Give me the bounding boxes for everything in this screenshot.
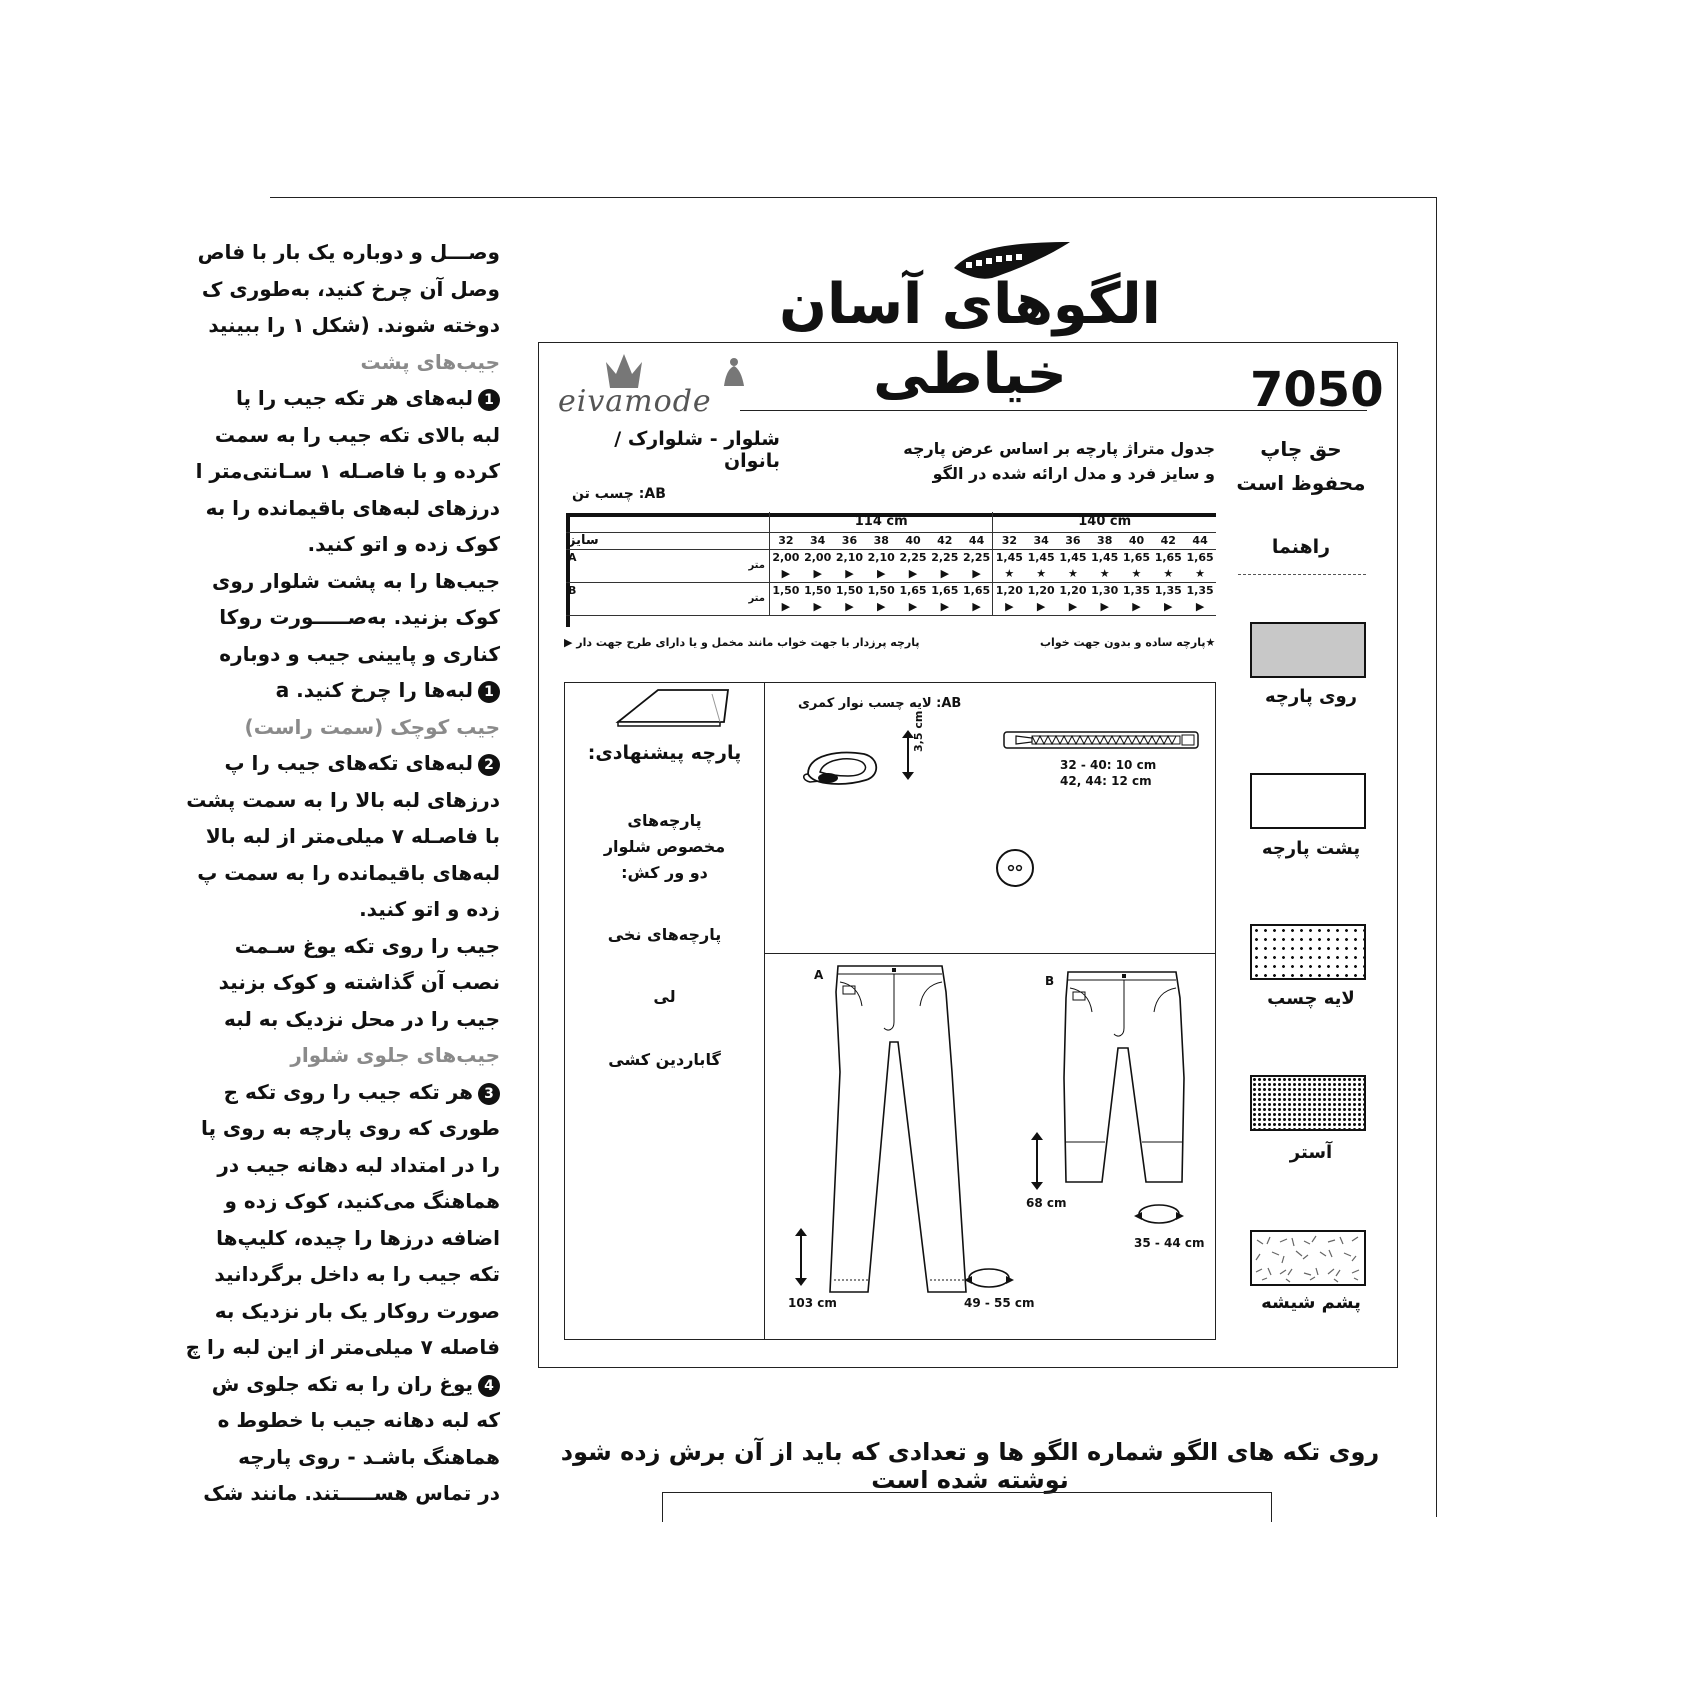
instruction-line bbox=[218, 1408, 500, 1432]
width-140-header: 140 cm bbox=[993, 512, 1216, 532]
mark-cell: ▶ bbox=[813, 567, 822, 580]
instruction-line bbox=[206, 496, 500, 520]
size-cell: 38 bbox=[865, 532, 897, 549]
size-cell: 42 bbox=[1152, 532, 1184, 549]
instruction-text: جیب‌های پشت bbox=[360, 349, 500, 374]
view-b-hem: 35 - 44 cm bbox=[1134, 1236, 1205, 1250]
instruction-text: جیب‌های جلوی شلوار bbox=[290, 1043, 500, 1067]
instruction-text: زده و اتو کنید. bbox=[359, 897, 500, 921]
view-a-length: 103 cm bbox=[788, 1296, 837, 1310]
instruction-text: جیب کوچک (سمت راست) bbox=[244, 714, 500, 739]
instruction-line bbox=[212, 569, 500, 593]
fabric-group-line2: مخصوص شلوار bbox=[603, 837, 726, 856]
instruction-text: جیب‌ها را به پشت شلوار روی bbox=[212, 568, 500, 593]
instruction-line bbox=[224, 751, 500, 776]
instruction-text: دوخته شوند. (شکل ۱ را ببینید bbox=[208, 313, 500, 337]
table-cell: 1,50 bbox=[772, 584, 800, 597]
instruction-text: کرده و با فاصـله ۱ سـانتی‌متر ا bbox=[195, 459, 500, 483]
instruction-heading bbox=[290, 1043, 500, 1067]
mark-cell: ▶ bbox=[781, 567, 791, 580]
instruction-line bbox=[186, 788, 500, 812]
swatch-label-right-side: روی پارچه bbox=[1264, 686, 1358, 707]
swatch-label-wrong-side: پشت پارچه bbox=[1261, 838, 1361, 859]
instruction-text: طوری که روی پارچه به روی پا bbox=[200, 1116, 500, 1140]
yardage-title bbox=[880, 436, 1215, 486]
instruction-text: لبه بالای تکه جیب را به سمت bbox=[214, 422, 500, 447]
mark-cell: ▶ bbox=[813, 600, 822, 613]
mark-cell: ★ bbox=[993, 566, 1025, 583]
instruction-text: درزهای لبه بالا را به سمت پشت bbox=[186, 787, 500, 812]
mark-cell: ★ bbox=[1131, 567, 1142, 580]
instruction-line bbox=[236, 386, 500, 411]
swatch-wrong-side bbox=[1250, 773, 1366, 829]
outer-frame-top bbox=[270, 197, 1437, 198]
instruction-line bbox=[307, 532, 500, 556]
table-cell: 1,65 bbox=[1154, 551, 1182, 564]
zipper-length-line1: 32 - 40: 10 cm bbox=[1060, 758, 1157, 772]
instruction-line bbox=[215, 423, 500, 447]
instruction-text: اضافه درزها را چیده، کلیپ‌ها bbox=[216, 1225, 500, 1250]
button-icon bbox=[995, 848, 1035, 888]
mark-cell: ▶ bbox=[993, 599, 1025, 616]
swatch-lining bbox=[1250, 1075, 1366, 1131]
width-114-header: 114 cm bbox=[770, 512, 993, 532]
unit-label: متر bbox=[744, 549, 769, 582]
instruction-text: تکه جیب را به داخل برگردانید bbox=[214, 1262, 500, 1286]
instruction-text: فاصله ۷ میلی‌متر از این لبه را چ bbox=[185, 1335, 500, 1359]
table-cell: 1,65 bbox=[899, 584, 927, 597]
table-cell: 1,35 bbox=[1186, 584, 1214, 597]
instruction-line bbox=[208, 313, 500, 337]
instruction-text: درزهای لبه‌های باقیمانده را به bbox=[205, 495, 500, 520]
mark-cell: ▶ bbox=[877, 567, 886, 580]
step-number-badge: 3 bbox=[478, 1083, 500, 1105]
hem-circumference-a-icon bbox=[962, 1266, 1016, 1292]
mark-cell: ★ bbox=[1036, 567, 1047, 580]
interfacing-label: AB: چسب تن bbox=[572, 486, 666, 502]
instruction-line bbox=[219, 642, 500, 666]
instruction-line bbox=[215, 1299, 500, 1323]
instruction-line bbox=[216, 1226, 500, 1250]
table-cell: 1,20 bbox=[1027, 584, 1055, 597]
yardage-table bbox=[566, 512, 1216, 616]
mark-cell: ▶ bbox=[1068, 600, 1078, 613]
mark-cell: ▶ bbox=[940, 600, 950, 613]
instruction-heading bbox=[245, 715, 500, 739]
zipper-length-line2: 42, 44: 12 cm bbox=[1060, 774, 1152, 788]
zipper-icon bbox=[1002, 726, 1202, 754]
instruction-line bbox=[235, 934, 500, 958]
instructions-column bbox=[185, 240, 500, 1525]
length-arrow-b-icon bbox=[1026, 1130, 1048, 1192]
table-cell: 1,35 bbox=[1154, 584, 1182, 597]
table-cell: 2,25 bbox=[899, 551, 927, 564]
page-title: الگوهای آسان خیاطی bbox=[779, 272, 1161, 407]
mark-cell: ★ bbox=[1067, 567, 1078, 580]
table-cell: 1,45 bbox=[1059, 551, 1087, 564]
cropped-trousers-view-b-icon bbox=[1054, 968, 1192, 1188]
instruction-line bbox=[276, 678, 500, 703]
table-cell: 1,20 bbox=[1059, 584, 1087, 597]
outer-frame-right bbox=[1436, 197, 1437, 1517]
swatch-label-batting: پشم شیشه bbox=[1261, 1292, 1361, 1313]
unit-label: متر bbox=[744, 582, 769, 615]
size-cell: 32 bbox=[770, 532, 802, 549]
instruction-text: کناری و پایینی جیب و دوباره bbox=[219, 641, 500, 666]
waistband-roll-icon bbox=[800, 744, 884, 790]
fabric-group-line1: پارچه‌های bbox=[627, 811, 702, 830]
instruction-line bbox=[198, 240, 500, 264]
size-cell: 34 bbox=[802, 532, 834, 549]
mark-cell: ▶ bbox=[940, 567, 950, 580]
pattern-code: 7050 bbox=[1250, 362, 1384, 418]
mark-cell: ▶ bbox=[1036, 600, 1046, 613]
view-a-label: A bbox=[814, 968, 824, 982]
mark-cell: ▶ bbox=[972, 600, 981, 613]
step-number-badge: 1 bbox=[478, 389, 500, 411]
swatch-interfacing bbox=[1250, 924, 1366, 980]
size-cell: 40 bbox=[1121, 532, 1153, 549]
instruction-line bbox=[202, 277, 500, 301]
instruction-line bbox=[219, 970, 500, 994]
swatch-batting bbox=[1250, 1230, 1366, 1286]
instruction-text: یوغ ران را به تکه جلوی ش bbox=[211, 1371, 473, 1396]
instruction-text: لبه‌های تکه‌های جیب را پ bbox=[224, 751, 473, 775]
mark-cell: ▶ bbox=[1100, 600, 1109, 613]
size-cell: 36 bbox=[1057, 532, 1089, 549]
instruction-line bbox=[197, 861, 500, 885]
table-cell: 2,10 bbox=[835, 551, 864, 564]
copyright-line2: محفوظ است bbox=[1236, 471, 1366, 495]
mark-cell: ▶ bbox=[877, 600, 886, 613]
row-a-label: A bbox=[568, 551, 577, 564]
mark-cell: ▶ bbox=[908, 600, 918, 613]
instruction-text: نصب آن گذاشته و کوک بزنید bbox=[218, 970, 500, 994]
instruction-heading bbox=[361, 350, 500, 374]
instruction-text: هر تکه جیب را روی تکه ج bbox=[223, 1079, 473, 1104]
mark-cell: ★ bbox=[1099, 567, 1110, 580]
instruction-line bbox=[206, 824, 500, 848]
instruction-text: با فاصـله ۷ میلی‌متر از لبه بالا bbox=[205, 824, 500, 848]
size-row-label: سایز bbox=[566, 532, 744, 549]
table-cell: 2,25 bbox=[931, 551, 959, 564]
instruction-line bbox=[186, 1335, 500, 1359]
step-number-badge: 2 bbox=[478, 754, 500, 776]
table-cell: 1,45 bbox=[1091, 551, 1119, 564]
instruction-line bbox=[224, 1189, 500, 1213]
flared-trousers-view-a-icon bbox=[824, 962, 976, 1300]
garment-title: شلوار - شلوارک / بانوان bbox=[614, 428, 780, 472]
instruction-line bbox=[217, 1153, 500, 1177]
table-cell: 1,65 bbox=[1122, 551, 1151, 564]
size-cell: 42 bbox=[929, 532, 961, 549]
folded-fabric-icon bbox=[616, 688, 730, 728]
instruction-text: لبه‌های هر تکه جیب را پا bbox=[235, 386, 473, 410]
view-b-label: B bbox=[1045, 974, 1055, 988]
legend-title: راهنما bbox=[1271, 536, 1331, 558]
suggested-fabrics-box bbox=[564, 682, 765, 1340]
instruction-line bbox=[219, 605, 500, 629]
fabric-item-cotton: پارچه‌های نخی bbox=[607, 925, 722, 944]
instruction-text: که لبه دهانه جیب با خطوط ه bbox=[217, 1408, 500, 1432]
instruction-line bbox=[359, 897, 500, 921]
mark-cell: ▶ bbox=[1195, 600, 1205, 613]
hem-circumference-b-icon bbox=[1132, 1202, 1186, 1228]
size-cell: 40 bbox=[897, 532, 929, 549]
instruction-text: هماهنگ می‌کنید، کوک زده و bbox=[224, 1189, 500, 1213]
instruction-text: وصـــل و دوباره یک بار با فاص bbox=[197, 240, 500, 264]
instruction-line bbox=[238, 1445, 500, 1469]
length-arrow-a-icon bbox=[790, 1226, 812, 1288]
table-cell: 2,00 bbox=[772, 551, 800, 564]
waistband-height-label: 3,5 cm bbox=[912, 710, 925, 752]
footer-note: روی تکه های الگو شماره الگو ها و تعدادی که باید از آن برش زده شود نوشته شده است bbox=[560, 1438, 1380, 1494]
instruction-text: جیب را در محل نزدیک به لبه bbox=[224, 1006, 500, 1031]
size-cell: 34 bbox=[1025, 532, 1057, 549]
mark-cell: ▶ bbox=[908, 567, 918, 580]
instruction-text: جیب را روی تکه یوغ سـمت bbox=[234, 933, 500, 958]
fabric-item-denim: لی bbox=[653, 987, 676, 1006]
mark-cell: ▶ bbox=[1164, 600, 1173, 613]
waistband-interfacing-label: AB: لایه چسب نوار کمری bbox=[798, 696, 962, 711]
swatch-label-lining: آستر bbox=[1289, 1142, 1333, 1163]
table-note-directional: پارچه پرزدار با جهت خواب مانند مخمل و یا دارای طرح جهت دار ▶ bbox=[564, 636, 920, 649]
instruction-text: وصل آن چرخ کنید، به‌طوری ک bbox=[201, 276, 500, 301]
table-cell: 1,50 bbox=[804, 584, 832, 597]
table-cell: 1,65 bbox=[931, 584, 959, 597]
mark-cell: ▶ bbox=[1132, 600, 1141, 613]
instruction-line bbox=[201, 1116, 500, 1140]
instruction-text: کوک بزنید. به‌صـــــورت روکا bbox=[219, 605, 500, 629]
table-cell: 1,45 bbox=[1027, 551, 1055, 564]
table-cell: 1,65 bbox=[1186, 551, 1214, 564]
swatch-right-side bbox=[1250, 622, 1366, 678]
swatch-label-interfacing: لایه چسب bbox=[1267, 988, 1355, 1009]
table-cell: 1,20 bbox=[993, 582, 1025, 599]
size-cell: 36 bbox=[834, 532, 866, 549]
mark-cell: ★ bbox=[1195, 567, 1206, 580]
view-b-length: 68 cm bbox=[1026, 1196, 1067, 1210]
brand-logo: eivamode bbox=[558, 384, 712, 419]
notions-box bbox=[764, 682, 1216, 954]
instruction-text: را در امتداد لبه دهانه جیب در bbox=[217, 1152, 500, 1177]
instruction-line bbox=[196, 459, 500, 483]
size-cell: 44 bbox=[961, 532, 993, 549]
table-cell: 1,50 bbox=[835, 584, 864, 597]
instruction-line bbox=[214, 1262, 500, 1286]
copyright-line1: حق چاپ bbox=[1260, 437, 1342, 461]
table-note-plain: ★پارچه ساده و بدون جهت خواب bbox=[1040, 636, 1216, 649]
size-cell: 38 bbox=[1089, 532, 1121, 549]
row-b-label: B bbox=[568, 584, 577, 597]
mark-cell: ▶ bbox=[845, 567, 854, 580]
footer-frame bbox=[662, 1492, 1272, 1522]
step-number-badge: 1 bbox=[478, 681, 500, 703]
yardage-title-line2: و سایز فرد و مدل ارائه شده در الگو bbox=[932, 464, 1215, 483]
table-cell: 1,50 bbox=[867, 584, 895, 597]
instruction-text: کوک زده و اتو کنید. bbox=[307, 532, 500, 556]
table-cell: 2,25 bbox=[963, 551, 991, 564]
instruction-text: لبه‌ها را چرخ کنید. a bbox=[275, 678, 473, 702]
legend-separator bbox=[1238, 574, 1366, 575]
instruction-line bbox=[224, 1007, 500, 1031]
step-number-badge: 4 bbox=[478, 1375, 500, 1397]
instruction-text: صورت روکار یک بار نزدیک به bbox=[214, 1298, 500, 1323]
instruction-line bbox=[224, 1080, 500, 1105]
mark-cell: ▶ bbox=[845, 600, 854, 613]
instruction-line bbox=[212, 1372, 500, 1397]
instruction-text: در تماس هســـــتند. مانند شک bbox=[203, 1481, 500, 1505]
instruction-text: لبه‌های باقیمانده را به سمت پ bbox=[197, 860, 500, 885]
size-cell: 32 bbox=[993, 532, 1025, 549]
instruction-line bbox=[203, 1481, 500, 1505]
batting-texture-icon bbox=[1252, 1232, 1364, 1284]
table-cell: 1,35 bbox=[1122, 584, 1151, 597]
table-cell: 2,00 bbox=[804, 551, 832, 564]
fabric-group-line3: دو ور کش: bbox=[621, 863, 708, 882]
table-cell: 1,65 bbox=[963, 584, 991, 597]
mark-cell: ★ bbox=[1163, 567, 1174, 580]
copyright-notice bbox=[1226, 432, 1376, 500]
mark-cell: ▶ bbox=[781, 600, 791, 613]
instruction-text: هماهنگ باشـد - روی پارچه bbox=[238, 1444, 500, 1469]
suggested-fabrics-heading: پارچه پیشنهادی: bbox=[587, 742, 742, 764]
yardage-title-line1: جدول متراژ پارچه بر اساس عرض پارچه bbox=[903, 439, 1215, 458]
size-cell: 44 bbox=[1184, 532, 1216, 549]
view-a-hem: 49 - 55 cm bbox=[964, 1296, 1035, 1310]
table-cell: 1,30 bbox=[1091, 584, 1119, 597]
table-cell: 2,10 bbox=[867, 551, 895, 564]
fabric-item-stretch-gabardine: گاباردین کشی bbox=[608, 1050, 721, 1069]
mark-cell: ▶ bbox=[972, 567, 981, 580]
table-cell: 1,45 bbox=[993, 549, 1025, 566]
